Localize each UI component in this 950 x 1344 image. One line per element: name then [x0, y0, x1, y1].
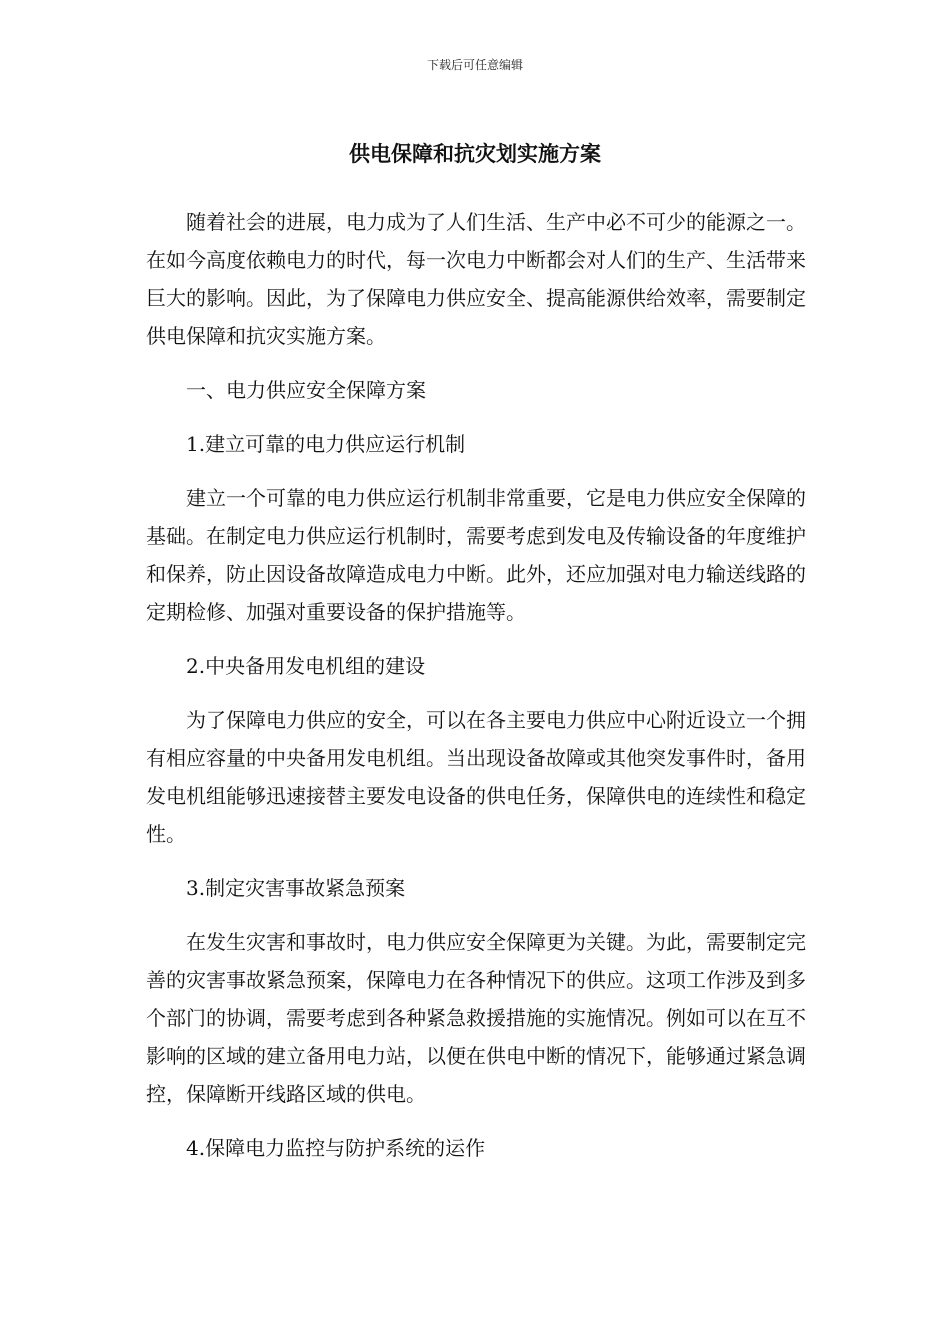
section-heading-1: 一、电力供应安全保障方案	[186, 378, 426, 402]
item-body-1: 建立一个可靠的电力供应运行机制非常重要，它是电力供应安全保障的基础。在制定电力供应运行机制时，需要考虑到发电及传输设备的年度维护和保养，防止因设备故障造成电力中断。此外，还应加强对电力输送线路的定期检修、加强对重要设备的保护措施等。	[146, 486, 806, 624]
item-heading-1: 1.建立可靠的电力供应运行机制	[186, 432, 466, 456]
intro-paragraph: 随着社会的进展，电力成为了人们生活、生产中必不可少的能源之一。在如今高度依赖电力的时代，每一次电力中断都会对人们的生产、生活带来巨大的影响。因此，为了保障电力供应安全、提高能源供给效率，需要制定供电保障和抗灾实施方案。	[146, 210, 806, 348]
item-body-3: 在发生灾害和事故时，电力供应安全保障更为关键。为此，需要制定完善的灾害事故紧急预案，保障电力在各种情况下的供应。这项工作涉及到多个部门的协调，需要考虑到各种紧急救援措施的实施情况。例如可以在互不影响的区域的建立备用电力站，以便在供电中断的情况下，能够通过紧急调控，保障断开线路区域的供电。	[146, 930, 806, 1106]
document-title: 供电保障和抗灾划实施方案	[349, 142, 601, 166]
item-body-2: 为了保障电力供应的安全，可以在各主要电力供应中心附近设立一个拥有相应容量的中央备用发电机组。当出现设备故障或其他突发事件时，备用发电机组能够迅速接替主要发电设备的供电任务，保障供电的连续性和稳定性。	[146, 708, 806, 846]
item-heading-2: 2.中央备用发电机组的建设	[186, 654, 426, 678]
header-note: 下载后可任意编辑	[426, 58, 523, 72]
item-heading-4: 4.保障电力监控与防护系统的运作	[186, 1136, 486, 1160]
item-heading-3: 3.制定灾害事故紧急预案	[186, 876, 406, 900]
document-body	[146, 203, 806, 1183]
